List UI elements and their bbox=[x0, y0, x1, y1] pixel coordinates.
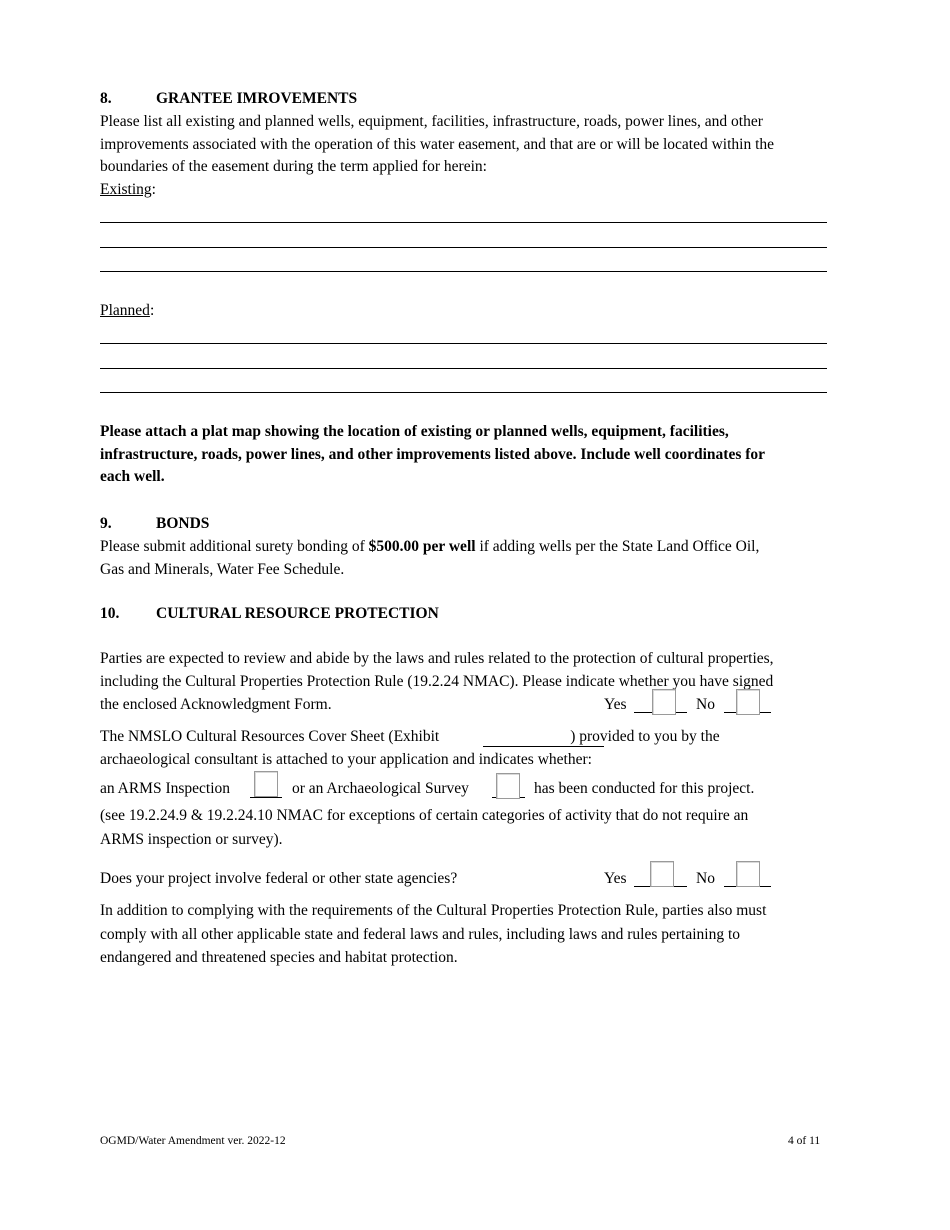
arms-inspection-label: an ARMS Inspection bbox=[100, 780, 231, 797]
cover-sheet-line-1 bbox=[100, 726, 720, 749]
footer-page-number: 4 of 11 bbox=[788, 1135, 821, 1147]
section-8-title: GRANTEE IMROVEMENTS bbox=[156, 90, 358, 107]
planned-entry-line-2[interactable] bbox=[100, 368, 827, 369]
attach-note-line-2: infrastructure, roads, power lines, and other improvements listed above. Include well coordinates for bbox=[100, 445, 766, 463]
final-para-line-3: endangered and threatened species and habitat protection. bbox=[100, 949, 458, 966]
section-8-heading bbox=[100, 88, 357, 111]
ack-yes-label: Yes bbox=[604, 696, 627, 713]
federal-question: Does your project involve federal or other state agencies? bbox=[100, 870, 458, 887]
federal-no-checkbox[interactable] bbox=[736, 861, 760, 887]
section-10-title: CULTURAL RESOURCE PROTECTION bbox=[156, 605, 439, 622]
ack-no-label: No bbox=[696, 696, 715, 713]
cover-sheet-line-2: archaeological consultant is attached to your application and indicates whether: bbox=[100, 751, 592, 768]
planned-colon: : bbox=[149, 302, 155, 319]
final-para-line-1: In addition to complying with the requirements of the Cultural Properties Protection Rule, parties also must bbox=[100, 902, 767, 919]
final-para-line-2: comply with all other applicable state and federal laws and rules, including laws and rules pertaining to bbox=[100, 926, 741, 943]
existing-entry-line-3[interactable] bbox=[100, 271, 827, 272]
existing-label bbox=[100, 179, 156, 202]
section-10-heading bbox=[100, 603, 439, 626]
section-8-number: 8. bbox=[100, 90, 112, 107]
bond-amount: $500.00 per well bbox=[368, 538, 476, 555]
archaeological-survey-checkbox[interactable] bbox=[496, 773, 520, 799]
section-10-number: 10. bbox=[100, 605, 120, 622]
section-9-number: 9. bbox=[100, 515, 112, 532]
exhibit-input-line[interactable] bbox=[483, 746, 604, 747]
existing-colon: : bbox=[151, 180, 156, 198]
section-8-line-1: Please list all existing and planned wells, equipment, facilities, infrastructure, roads, power lines, and other bbox=[100, 113, 763, 130]
footer-version: OGMD/Water Amendment ver. 2022-12 bbox=[100, 1135, 286, 1147]
conducted-label: has been conducted for this project. bbox=[534, 780, 755, 797]
section-9-heading bbox=[100, 513, 209, 536]
federal-yes-label: Yes bbox=[604, 870, 627, 887]
arms-underline bbox=[250, 797, 282, 798]
planned-label-text: Planned bbox=[100, 302, 150, 319]
see-note-line-2: ARMS inspection or survey). bbox=[100, 831, 283, 848]
federal-no-label: No bbox=[696, 870, 715, 887]
section-9-line-2: Gas and Minerals, Water Fee Schedule. bbox=[100, 560, 345, 578]
existing-label-text: Existing bbox=[100, 180, 152, 198]
bond-text-post: if adding wells per the State Land Office Oil, bbox=[475, 538, 760, 555]
cover-sheet-text-post: ) provided to you by the bbox=[570, 728, 720, 745]
attach-note-line-1: Please attach a plat map showing the location of existing or planned wells, equipment, facilities, bbox=[100, 423, 729, 440]
ack-no-checkbox[interactable] bbox=[736, 689, 760, 715]
existing-entry-line-2[interactable] bbox=[100, 247, 827, 248]
section-9-line-1 bbox=[100, 536, 759, 559]
existing-entry-line-1[interactable] bbox=[100, 222, 827, 223]
section-8-line-2: improvements associated with the operation of this water easement, and that are or will be located within the bbox=[100, 135, 775, 153]
archaeological-survey-label: or an Archaeological Survey bbox=[292, 780, 469, 797]
arms-inspection-checkbox[interactable] bbox=[254, 771, 278, 797]
bond-text-pre: Please submit additional surety bonding of bbox=[100, 538, 369, 555]
planned-entry-line-1[interactable] bbox=[100, 343, 827, 344]
attach-note-line-3: each well. bbox=[100, 468, 165, 485]
section-9-title: BONDS bbox=[156, 515, 210, 532]
cover-sheet-text-pre: The NMSLO Cultural Resources Cover Sheet (Exhibit bbox=[100, 728, 440, 745]
section-10-para-line-1: Parties are expected to review and abide by the laws and rules related to the protection of cultural properties, bbox=[100, 650, 774, 667]
planned-label bbox=[100, 300, 154, 323]
see-note-line-1: (see 19.2.24.9 & 19.2.24.10 NMAC for exceptions of certain categories of activity that do not require an bbox=[100, 807, 749, 824]
federal-yes-checkbox[interactable] bbox=[650, 861, 674, 887]
ack-yes-checkbox[interactable] bbox=[652, 689, 676, 715]
section-10-para-line-3: the enclosed Acknowledgment Form. bbox=[100, 696, 332, 713]
section-10-para-line-2: including the Cultural Properties Protection Rule (19.2.24 NMAC). Please indicate whether you have signed bbox=[100, 672, 774, 690]
planned-entry-line-3[interactable] bbox=[100, 392, 827, 393]
section-8-line-3: boundaries of the easement during the term applied for herein: bbox=[100, 158, 487, 175]
